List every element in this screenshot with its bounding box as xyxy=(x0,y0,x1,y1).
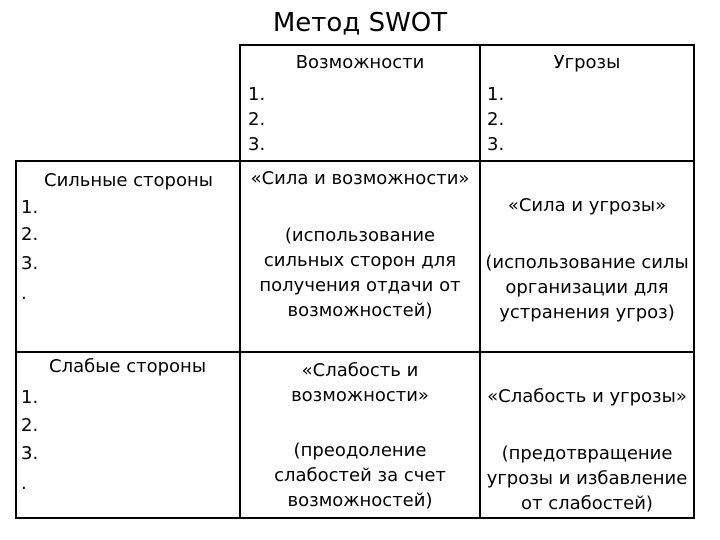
weaknesses-item: 2. xyxy=(21,415,39,436)
weaknesses-item: 3. xyxy=(21,443,39,464)
so-strategy-name: «Сила и возможности» xyxy=(250,168,470,189)
wt-strategy-name: «Слабость и угрозы» xyxy=(487,386,687,407)
page-title: Метод SWOT xyxy=(272,8,448,38)
opportunities-item: 2. xyxy=(248,109,266,130)
strengths-item: 2. xyxy=(21,224,39,245)
weaknesses-item: 1. xyxy=(21,387,39,408)
threats-header: Угрозы xyxy=(553,52,621,73)
grid-line-row-divider xyxy=(15,351,695,353)
so-strategy-description: (использование сильных сторон для получения отдачи от возможностей) xyxy=(259,225,461,321)
grid-line-col2 xyxy=(479,44,481,519)
grid-line-bottom xyxy=(15,517,695,519)
wo-strategy-name: «Слабость и возможности» xyxy=(291,360,429,406)
strengths-header: Сильные стороны xyxy=(44,170,213,191)
weaknesses-header: Слабые стороны xyxy=(49,356,207,377)
grid-line-top xyxy=(239,44,695,46)
strengths-item: 1. xyxy=(21,197,39,218)
wo-strategy-description: (преодоление слабостей за счет возможностей) xyxy=(274,440,446,511)
grid-line-header-bottom xyxy=(15,160,695,162)
opportunities-item: 1. xyxy=(248,84,266,105)
threats-item: 2. xyxy=(487,109,505,130)
grid-line-right xyxy=(693,44,695,519)
strengths-item: 3. xyxy=(21,253,39,274)
strengths-item: . xyxy=(21,283,27,304)
weaknesses-item: . xyxy=(21,473,27,494)
threats-item: 3. xyxy=(487,134,505,155)
wt-strategy-description: (предотвращение угрозы и избавление от слабостей) xyxy=(486,443,688,514)
grid-line-left xyxy=(15,160,17,519)
st-strategy-name: «Сила и угрозы» xyxy=(507,195,667,216)
st-strategy-description: (использование силы организации для устранения угроз) xyxy=(485,252,689,323)
grid-line-col1 xyxy=(239,44,241,519)
opportunities-header: Возможности xyxy=(295,52,425,73)
opportunities-item: 3. xyxy=(248,134,266,155)
threats-item: 1. xyxy=(487,84,505,105)
